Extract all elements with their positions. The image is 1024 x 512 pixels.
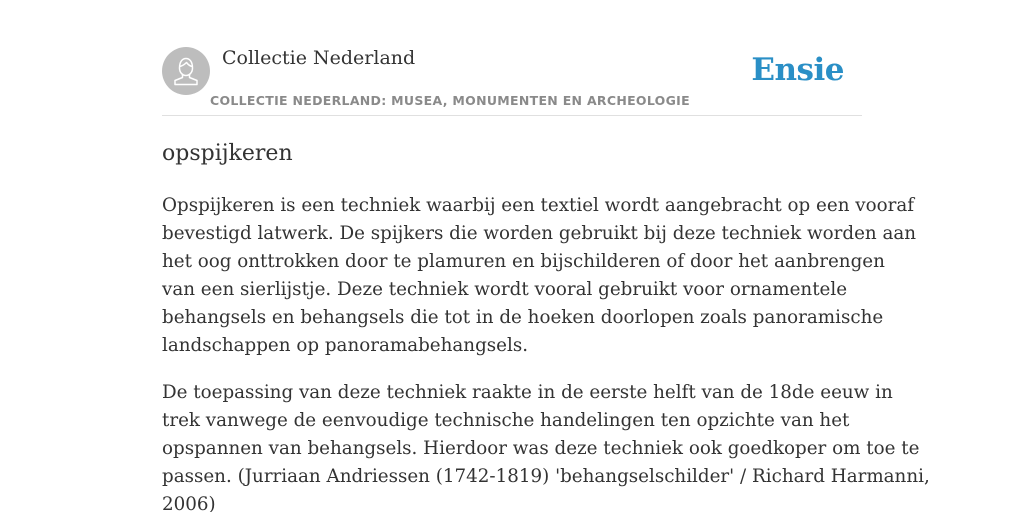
author-name[interactable]: Collectie Nederland xyxy=(222,47,416,69)
text-line: van een sierlijstje. Deze techniek wordt vooral gebruikt voor ornamentele xyxy=(162,279,848,300)
ensie-logo[interactable]: Ensie xyxy=(751,52,844,88)
header-divider xyxy=(162,115,862,116)
paragraph-2 xyxy=(162,379,930,512)
text-line: 2006) xyxy=(162,494,216,512)
header xyxy=(162,46,862,116)
user-silhouette-icon xyxy=(162,47,210,95)
text-line: landschappen op panoramabehangsels. xyxy=(162,335,529,356)
text-line: het oog onttrokken door te plamuren en bijschilderen of door het aanbrengen xyxy=(162,251,885,272)
text-line: behangsels en behangsels die tot in de hoeken doorlopen zoals panoramische xyxy=(162,307,884,328)
page-title: opspijkeren xyxy=(162,141,293,166)
text-line: Opspijkeren is een techniek waarbij een textiel wordt aangebracht op een vooraf xyxy=(162,195,915,216)
text-line: passen. (Jurriaan Andriessen (1742-1819) 'behangselschilder' / Richard Harmanni, xyxy=(162,466,930,487)
text-line: opspannen van behangsels. Hierdoor was deze techniek ook goedkoper om toe te xyxy=(162,438,920,459)
article-body xyxy=(162,192,930,512)
text-line: De toepassing van deze techniek raakte in de eerste helft van de 18de eeuw in xyxy=(162,382,893,403)
paragraph-1 xyxy=(162,192,917,360)
author-subtitle[interactable]: COLLECTIE NEDERLAND: MUSEA, MONUMENTEN EN ARCHEOLOGIE xyxy=(210,93,690,108)
text-line: trek vanwege de eenvoudige technische handelingen ten opzichte van het xyxy=(162,410,850,431)
avatar[interactable] xyxy=(162,47,210,95)
text-line: bevestigd latwerk. De spijkers die worden gebruikt bij deze techniek worden aan xyxy=(162,223,917,244)
